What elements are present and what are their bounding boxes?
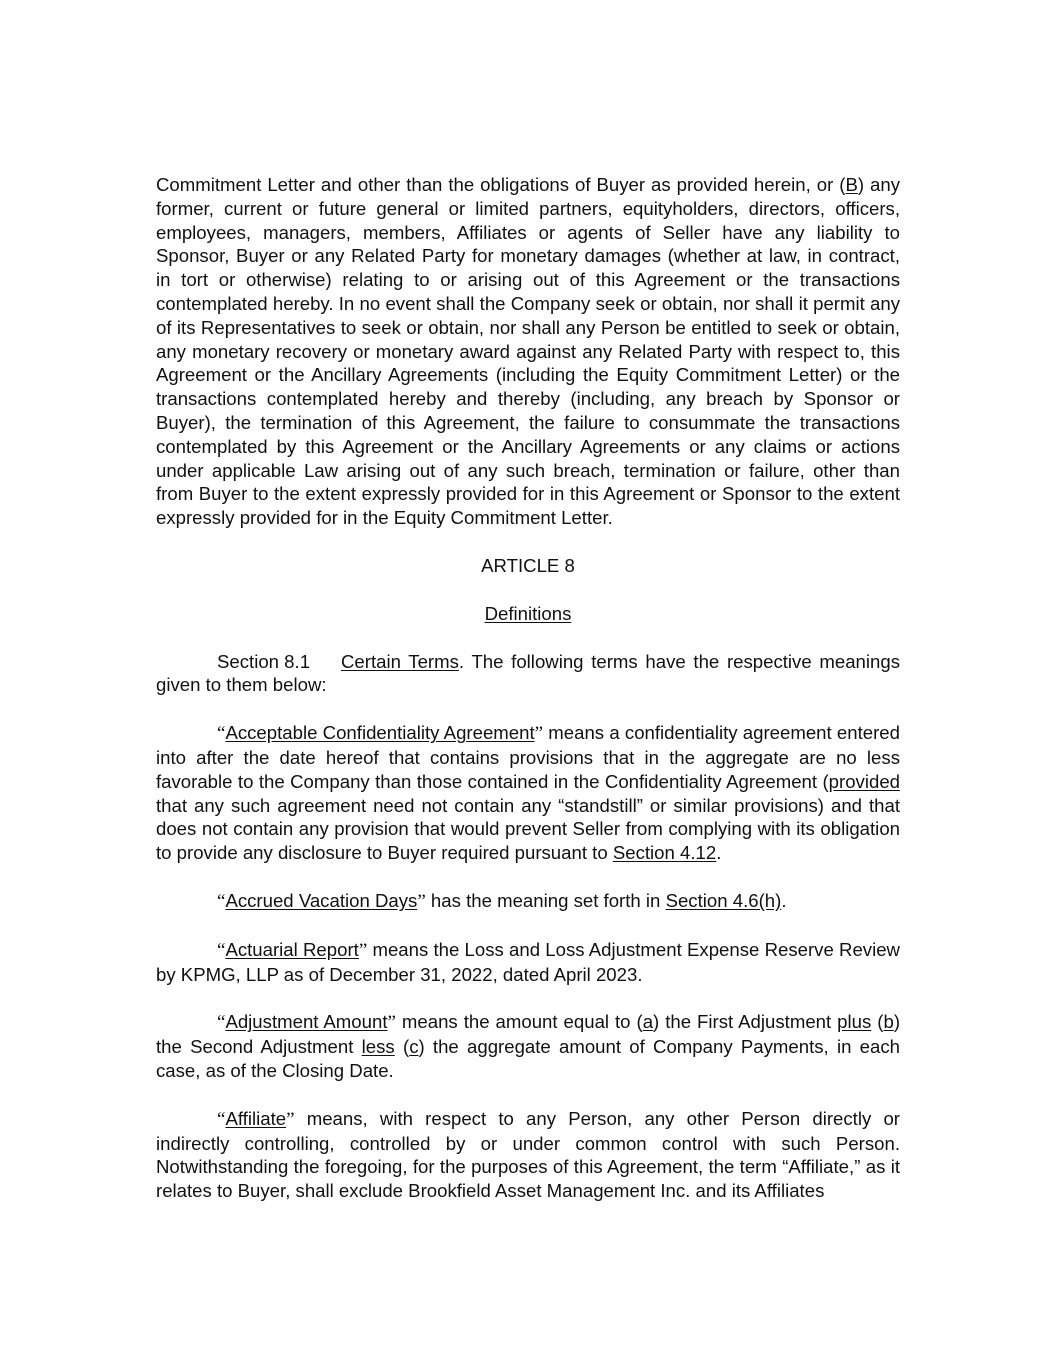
operator-word: less (361, 1036, 395, 1058)
operator-word: plus (837, 1011, 872, 1033)
text-run: ) the First Adjustment (653, 1011, 838, 1033)
text-run: means the amount equal to ( (395, 1011, 643, 1033)
text-run: . (716, 842, 722, 864)
text-run: means the Loss and Loss Adjustment Expense Reserve Review by KPMG, LLP as of December 31, 2022, dated April 2023. (156, 938, 900, 985)
text-run: . The following terms have the respective meanings given to them below: (156, 650, 900, 696)
section-title: Certain Terms (341, 650, 459, 672)
clause-letter: B (845, 174, 858, 195)
section-number: Section 8.1 (217, 650, 311, 672)
quote-mark: “ (217, 723, 226, 745)
clause-letter: a (642, 1011, 654, 1033)
article-title (156, 602, 900, 626)
definition-actuarial-report (156, 938, 900, 987)
definition-affiliate (156, 1107, 900, 1203)
text-run: ( (871, 1011, 884, 1033)
provided-term: provided (828, 770, 900, 792)
quote-mark: “ (217, 1108, 226, 1130)
text-run: means, with respect to any Person, any other Person directly or indirectly controlling, controlled by or under common control with such Person. Notwithstanding the foregoing, for the purposes of this Agreement, the term “Affiliate,” as it relates to Buyer, shall exclude Brookfield Asset Management Inc. and its Affiliates (156, 1107, 900, 1202)
quote-mark: “ (217, 890, 226, 912)
section-8-1-paragraph (156, 650, 900, 698)
defined-term: Adjustment Amount (225, 1011, 388, 1033)
quote-mark: ” (534, 723, 544, 745)
text-run: has the meaning set forth in (425, 889, 666, 911)
quote-mark: ” (358, 939, 368, 961)
section-reference: Section 4.6(h) (665, 889, 782, 911)
defined-term: Accrued Vacation Days (225, 889, 418, 911)
quote-mark: ” (387, 1012, 396, 1034)
defined-term: Acceptable Confidentiality Agreement (225, 722, 535, 744)
definition-accrued-vacation-days (156, 889, 900, 914)
clause-letter: c (409, 1036, 419, 1058)
quote-mark: ” (286, 1108, 295, 1130)
text-run: means a confidentiality agreement entered into after the date hereof that contains provisions that in the aggregate are no less favorable to the Company than those contained in the Confidentiality Agreement ( (156, 722, 900, 792)
text-run: ) the aggregate amount of Company Payments, in each case, as of the Closing Date. (156, 1036, 900, 1081)
defined-term: Affiliate (225, 1107, 287, 1129)
definition-acceptable-confidentiality-agreement (156, 721, 900, 865)
continuation-paragraph (156, 173, 900, 530)
text-run: ) any former, current or future general or limited partners, equityholders, directors, officers, employees, managers, members, Affiliates or agents of Seller have any liability to Sponsor, Buyer or any Related Party for monetary damages (whether at law, in contract, in tort or otherwise) relating to or arising out of this Agreement or the transactions contemplated hereby. In no event shall the Company seek or obtain, nor shall it permit any of its Representatives to seek or obtain, nor shall any Person be entitled to seek or obtain, any monetary recovery or monetary award against any Related Party with respect to, this Agreement or the Ancillary Agreements (including the Equity Commitment Letter) or the transactions contemplated hereby and thereby (including, any breach by Sponsor or Buyer), the termination of this Agreement, the failure to consummate the transactions contemplated by this Agreement or the Ancillary Agreements or any claims or actions under applicable Law arising out of any such breach, termination or failure, other than from Buyer to the extent expressly provided for in this Agreement or Sponsor to the extent expressly provided for in the Equity Commitment Letter. (156, 174, 900, 529)
clause-letter: b (883, 1011, 894, 1033)
text-run: ) the Second Adjustment (156, 1011, 901, 1058)
text-run: Commitment Letter and other than the obligations of Buyer as provided herein, or ( (156, 174, 846, 195)
text-run: that any such agreement need not contain any “standstill” or similar provisions) and that does not contain any provision that would prevent Seller from complying with its obligation to provide any disclosure to Buyer required pursuant to (156, 794, 900, 864)
defined-term: Actuarial Report (225, 938, 359, 960)
quote-mark: ” (417, 890, 426, 912)
text-run: . (781, 889, 787, 911)
quote-mark: “ (217, 1012, 226, 1034)
article-title-text: Definitions (484, 602, 572, 624)
quote-mark: “ (217, 939, 226, 961)
document-page (156, 173, 900, 1203)
definition-adjustment-amount (156, 1010, 900, 1082)
article-heading: ARTICLE 8 (481, 554, 575, 576)
text-run: ( (394, 1036, 410, 1058)
section-reference: Section 4.12 (612, 842, 717, 864)
